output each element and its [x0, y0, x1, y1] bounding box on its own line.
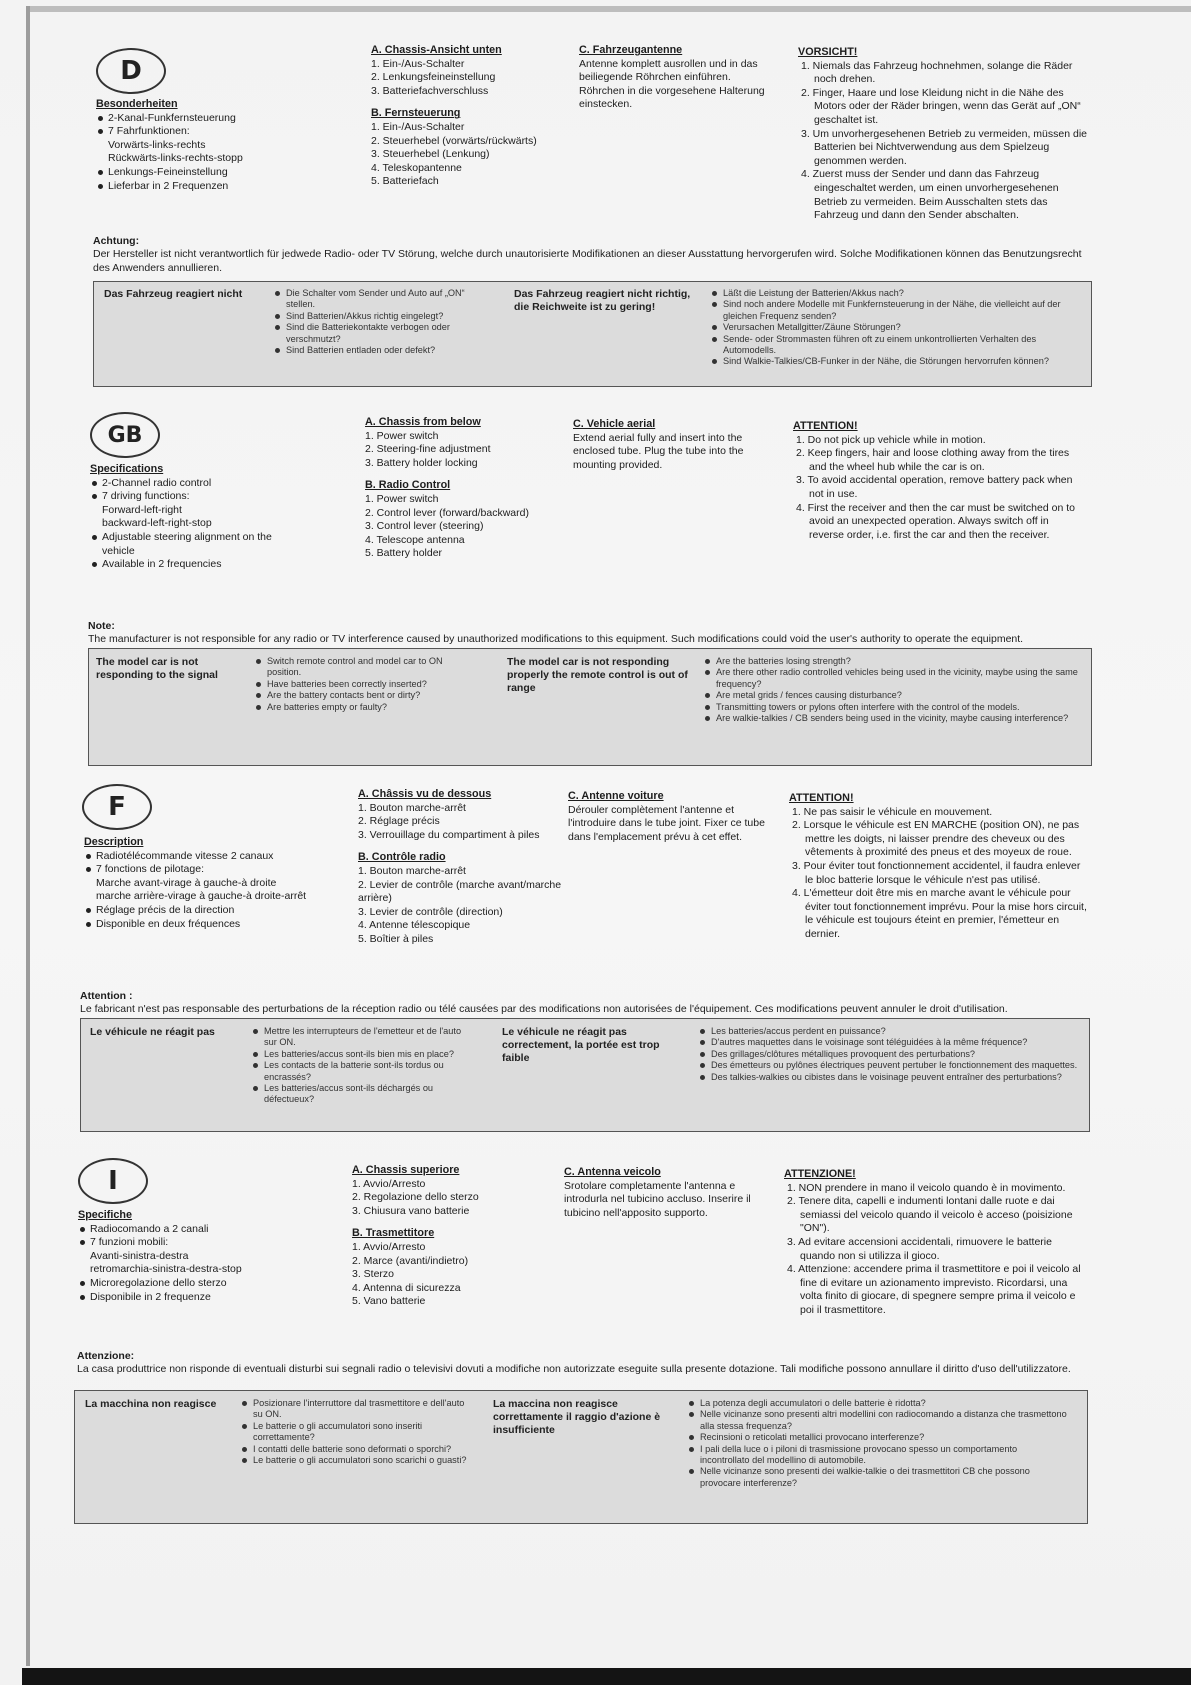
checks1-item: Les batteries/accus sont-ils bien mis en place? — [252, 1049, 467, 1060]
problem-no-response: La macchina non reagisce — [85, 1398, 217, 1410]
note-title: Attention : — [80, 990, 133, 1002]
chassis-title: A. Châssis vu de dessous — [358, 788, 492, 800]
remote-title: B. Trasmettitore — [352, 1227, 435, 1240]
spec-item: backward-left-right-stop — [102, 517, 212, 530]
scan-edge-left — [26, 6, 30, 1666]
checks2-item: Sende- oder Strommasten führen oft zu einem unkontrollierten Verhalten des Automodells. — [711, 334, 1081, 357]
spec-item: 7 driving functions: — [90, 490, 275, 504]
warning-items-item: 2. Lorsque le véhicule est EN MARCHE (position ON), ne pas mettre les doigts, ni laisser prendre des cheveux ou des vêtements à proximité des pneus et des moyeux de roue. — [792, 819, 1080, 859]
remote-items-item: 5. Battery holder — [365, 547, 443, 560]
language-badge: I — [78, 1158, 148, 1204]
parts-column — [365, 416, 565, 561]
warning-list — [789, 806, 1089, 942]
specifications-list — [84, 850, 334, 932]
remote-items-item: 4. Teleskopantenne — [371, 161, 462, 174]
troubleshooting-box — [74, 1390, 1088, 1524]
checks-no-response — [274, 288, 474, 356]
checks2-item: Läßt die Leistung der Batterien/Akkus nach? — [711, 288, 1081, 299]
specifications-title: Description — [84, 836, 144, 848]
warning-title: ATTENTION! — [793, 420, 858, 432]
note-title: Achtung: — [93, 235, 140, 247]
aerial-title: C. Vehicle aerial — [573, 418, 656, 430]
warning-items-item: 2. Keep fingers, hair and loose clothing away from the tires and the wheel hub while the car is on. — [796, 447, 1070, 473]
aerial-column — [579, 44, 779, 112]
problem-poor-range: The model car is not responding properly the remote control is out of range — [507, 656, 688, 694]
chassis-title: A. Chassis superiore — [352, 1164, 460, 1176]
aerial-column — [564, 1166, 764, 1220]
spec-item: Radiocomando a 2 canali — [78, 1223, 273, 1237]
troubleshooting-box — [93, 281, 1092, 387]
note-text: The manufacturer is not responsible for any radio or TV interference caused by unauthorized modifications to this equipment. Such modifications could void the user's authority to operate the equipment. — [88, 633, 1024, 646]
remote-items-item: 1. Power switch — [365, 492, 439, 505]
disclaimer-note — [77, 1350, 1087, 1377]
warning-items-item: 1. NON prendere in mano il veicolo quando è in movimento. — [787, 1181, 1066, 1194]
warning-items-item: 4. Zuerst muss der Sender und dann das Fahrzeug eingeschaltet werden, um einen unvorhergesehenen Betrieb zu vermeiden. Beim Ausschalten stets das Fahrzeug und dann den Sender abschalten. — [801, 168, 1059, 222]
warning-items-item: 1. Ne pas saisir le véhicule en mouvement. — [792, 805, 993, 818]
chassis-items-item: 1. Ein-/Aus-Schalter — [371, 57, 465, 70]
specifications-column — [90, 463, 275, 572]
problem-no-response: Le véhicule ne réagit pas — [90, 1026, 215, 1038]
chassis-items-item: 1. Power switch — [365, 429, 439, 442]
warning-title: VORSICHT! — [798, 46, 858, 58]
checks-no-response — [241, 1398, 471, 1466]
checks2-item: Les batteries/accus perdent en puissance? — [699, 1026, 1079, 1037]
warning-column — [793, 420, 1083, 542]
chassis-title: A. Chassis-Ansicht unten — [371, 44, 502, 56]
disclaimer-note — [80, 990, 1085, 1017]
checks1-item: I contatti delle batterie sono deformati o sporchi? — [241, 1444, 471, 1455]
checks-poor-range — [711, 288, 1081, 368]
spec-item: Lieferbar in 2 Frequenzen — [96, 180, 281, 194]
spec-item: Rückwärts-links-rechts-stopp — [108, 152, 243, 165]
checks2-item: Nelle vicinanze sono presenti altri modellini con radiocomando a distanza che trasmettono alla stessa frequenza? — [688, 1409, 1068, 1432]
aerial-text: Antenne komplett ausrollen und in das beiliegende Röhrchen einführen. Röhrchen in die vorgesehene Halterung einstecken. — [579, 57, 765, 111]
spec-item: Adjustable steering alignment on the vehicle — [90, 531, 275, 558]
checks2-item: Des émetteurs ou pylônes électriques peuvent pertuber le fonctionnement des maquettes. — [699, 1060, 1079, 1071]
aerial-text: Dérouler complètement l'antenne et l'introduire dans le tube joint. Fixer ce tube dans l'emplacement prévu à cet effet. — [568, 803, 765, 843]
problem-poor-range: Das Fahrzeug reagiert nicht richtig, die Reichweite ist zu gering! — [514, 288, 691, 313]
specifications-title: Specifications — [90, 463, 164, 475]
chassis-items-item: 1. Avvio/Arresto — [352, 1177, 426, 1190]
chassis-items-item: 3. Battery holder locking — [365, 456, 478, 469]
checks2-item: Verursachen Metallgitter/Zäune Störungen? — [711, 322, 1081, 333]
checks1-item: Le batterie o gli accumulatori sono inseriti correttamente? — [241, 1421, 471, 1444]
warning-items-item: 3. To avoid accidental operation, remove battery pack when not in use. — [796, 474, 1073, 500]
warning-items-item: 4. First the receiver and then the car must be switched on to avoid an unexpected operation. Always switch off in reverse order, i.e. first the car and then the receiver. — [796, 501, 1075, 541]
problem-poor-range: La maccina non reagisce correttamente il raggio d'azione è insufficiente — [493, 1398, 661, 1436]
checks2-item: Sind noch andere Modelle mit Funkfernsteuerung in der Nähe, die vielleicht auf der gleichen Frequenz senden? — [711, 299, 1081, 322]
warning-items-item: 2. Tenere dita, capelli e indumenti lontani dalle ruote e dai semiassi del veicolo quando il veicolo è acceso (poisizione "ON"). — [787, 1195, 1073, 1235]
remote-items-item: 4. Antenna di sicurezza — [352, 1281, 461, 1294]
aerial-column — [573, 418, 773, 472]
scan-edge-top — [30, 6, 1191, 12]
remote-items-item: 1. Ein-/Aus-Schalter — [371, 120, 465, 133]
warning-items-item: 3. Pour éviter tout fonctionnement accidentel, il faudra enlever le bloc batterie lorsque le véhicule n'est pas utilisé. — [792, 859, 1081, 886]
checks2-item: Are the batteries losing strength? — [704, 656, 1079, 667]
remote-items-item: 2. Marce (avanti/indietro) — [352, 1254, 469, 1267]
note-text: Der Hersteller ist nicht verantwortlich für jedwede Radio- oder TV Störung, welche durch unautorisierte Modifikationen an dieser Ausstattung hervorgerufen wird. Solche Modifikationen können das Benutzungsrecht des Anwenders annullieren. — [93, 248, 1082, 274]
spec-item: Disponible en deux fréquences — [84, 918, 334, 932]
remote-title: B. Radio Control — [365, 479, 451, 492]
parts-column — [371, 44, 571, 189]
spec-item: Réglage précis de la direction — [84, 904, 334, 918]
chassis-items-item: 2. Regolazione dello sterzo — [352, 1191, 479, 1204]
checks2-item: Recinsioni o reticolati metallici provocano interferenze? — [688, 1432, 1068, 1443]
spec-item: Vorwärts-links-rechts — [108, 138, 206, 151]
aerial-text: Extend aerial fully and insert into the enclosed tube. Plug the tube into the mounting provided. — [573, 431, 744, 471]
spec-item: 7 Fahrfunktionen: — [96, 125, 281, 139]
remote-list — [352, 1241, 552, 1309]
aerial-column — [568, 790, 768, 844]
chassis-items-item: 1. Bouton marche-arrêt — [358, 801, 466, 814]
parts-column — [358, 788, 563, 947]
note-text: La casa produttrice non risponde di eventuali disturbi sui segnali radio o televisivi dovuti a modifiche non autorizzate eseguite sulla presente dotazione. Tali modifiche possono annullare il diritto d'uso dell'utilizzatore. — [77, 1363, 1071, 1376]
specifications-list — [96, 112, 281, 194]
specifications-column — [84, 836, 334, 931]
remote-title: B. Fernsteuerung — [371, 107, 461, 120]
spec-item: Disponibile in 2 frequenze — [78, 1291, 273, 1305]
checks1-item: Mettre les interrupteurs de l'emetteur et de l'auto sur ON. — [252, 1026, 467, 1049]
checks2-item: Des grillages/clôtures métalliques provoquent des perturbations? — [699, 1049, 1079, 1060]
problem-no-response: The model car is not responding to the signal — [96, 656, 218, 681]
remote-items-item: 4. Telescope antenna — [365, 533, 465, 546]
remote-list — [365, 493, 565, 561]
problem-poor-range: Le véhicule ne réagit pas correctement, la portée est trop faible — [502, 1026, 660, 1064]
warning-column — [798, 46, 1088, 223]
spec-item: Microregolazione dello sterzo — [78, 1277, 273, 1291]
spec-item: Available in 2 frequencies — [90, 558, 275, 572]
warning-title: ATTENTION! — [789, 792, 854, 804]
remote-items-item: 3. Control lever (steering) — [365, 520, 484, 533]
remote-title: B. Contrôle radio — [358, 851, 446, 864]
troubleshooting-box — [88, 648, 1092, 766]
remote-items-item: 2. Control lever (forward/backward) — [365, 506, 529, 519]
troubleshooting-box — [80, 1018, 1090, 1132]
remote-items-item: 5. Batteriefach — [371, 175, 439, 188]
checks2-item: I pali della luce o i piloni di trasmissione provocano spesso un comportamento incontrollato del modellino di automobile. — [688, 1444, 1068, 1467]
warning-items-item: 3. Ad evitare accensioni accidentali, rimuovere le batterie quando non si utilizza il gioco. — [787, 1235, 1052, 1262]
spec-item: 7 funzioni mobili: — [78, 1236, 273, 1250]
warning-column — [784, 1168, 1084, 1318]
problem-no-response: Das Fahrzeug reagiert nicht — [104, 288, 243, 300]
checks-no-response — [255, 656, 465, 713]
specifications-column — [96, 98, 281, 193]
specifications-list — [90, 477, 275, 572]
warning-column — [789, 792, 1089, 942]
checks1-item: Posizionare l'interruttore dal trasmettitore e dell'auto su ON. — [241, 1398, 471, 1421]
warning-items-item: 4. L'émetteur doit être mis en marche avant le véhicule pour éviter tout fonctionnement imprévu. Pour la mise hors circuit, le véhicule est toujours éteint en premier, l'émetteur en dernier. — [792, 887, 1087, 940]
remote-items-item: 4. Antenne télescopique — [358, 919, 471, 932]
warning-title: ATTENZIONE! — [784, 1168, 856, 1180]
checks2-item: Des talkies-walkies ou cibistes dans le voisinage peuvent entraîner des perturbations? — [699, 1072, 1079, 1083]
checks2-item: Are metal grids / fences causing disturbance? — [704, 690, 1079, 701]
checks2-item: Are walkie-talkies / CB senders being used in the vicinity, maybe causing interference? — [704, 713, 1079, 724]
remote-items-item: 3. Levier de contrôle (direction) — [358, 905, 503, 918]
aerial-title: C. Antenne voiture — [568, 790, 664, 802]
checks1-item: Les contacts de la batterie sont-ils tordus ou encrassés? — [252, 1060, 467, 1083]
spec-item: Forward-left-right — [102, 503, 182, 516]
warning-list — [793, 434, 1083, 543]
warning-items-item: 1. Do not pick up vehicle while in motion. — [796, 433, 986, 446]
spec-item: Lenkungs-Feineinstellung — [96, 166, 281, 180]
chassis-list — [365, 430, 565, 471]
language-badge: GB — [90, 412, 160, 458]
checks-poor-range — [699, 1026, 1079, 1083]
checks2-item: Nelle vicinanze sono presenti dei walkie-talkie o dei trasmettitori CB che possono provocare interferenze? — [688, 1466, 1068, 1489]
aerial-title: C. Fahrzeugantenne — [579, 44, 683, 56]
scan-edge-bottom — [22, 1668, 1191, 1685]
specifications-column — [78, 1209, 273, 1304]
checks1-item: Switch remote control and model car to ON position. — [255, 656, 465, 679]
warning-list — [798, 60, 1088, 223]
checks1-item: Have batteries been correctly inserted? — [255, 679, 465, 690]
remote-list — [358, 865, 563, 947]
checks1-item: Are batteries empty or faulty? — [255, 702, 465, 713]
spec-item: Marche avant-virage à gauche-à droite — [96, 876, 277, 889]
checks1-item: Le batterie o gli accumulatori sono scarichi o guasti? — [241, 1455, 471, 1466]
disclaimer-note — [93, 235, 1083, 275]
specifications-title: Besonderheiten — [96, 98, 178, 110]
checks1-item: Sind Batterien/Akkus richtig eingelegt? — [274, 311, 474, 322]
spec-item: 2-Channel radio control — [90, 477, 275, 491]
remote-items-item: 5. Boîtier à piles — [358, 932, 434, 945]
chassis-items-item: 3. Chiusura vano batterie — [352, 1204, 470, 1217]
spec-item: Radiotélécommande vitesse 2 canaux — [84, 850, 334, 864]
parts-column — [352, 1164, 552, 1309]
checks2-item: La potenza degli accumulatori o delle batterie è ridotta? — [688, 1398, 1068, 1409]
specifications-title: Specifiche — [78, 1209, 133, 1221]
remote-items-item: 1. Avvio/Arresto — [352, 1240, 426, 1253]
spec-item: Avanti-sinistra-destra — [90, 1249, 189, 1262]
checks1-item: Les batteries/accus sont-ils déchargés ou défectueux? — [252, 1083, 467, 1106]
disclaimer-note — [88, 620, 1088, 647]
warning-items-item: 3. Um unvorhergesehenen Betrieb zu vermeiden, müssen die Batterien bei Nichtverwendung aus dem Spielzeug genommen werden. — [801, 127, 1087, 167]
note-title: Attenzione: — [77, 1350, 135, 1362]
chassis-title: A. Chassis from below — [365, 416, 481, 428]
note-text: Le fabricant n'est pas responsable des perturbations de la réception radio ou télé causées par des modifications non autorisées de l'équipement. Ces modifications peuvent annuler le droit d'utilisation. — [80, 1003, 1008, 1016]
remote-items-item: 3. Steuerhebel (Lenkung) — [371, 148, 490, 161]
checks1-item: Die Schalter vom Sender und Auto auf „ON“ stellen. — [274, 288, 474, 311]
chassis-list — [352, 1178, 552, 1219]
chassis-items-item: 2. Réglage précis — [358, 815, 440, 828]
note-title: Note: — [88, 620, 115, 632]
remote-items-item: 2. Levier de contrôle (marche avant/marche arrière) — [358, 878, 562, 905]
checks1-item: Sind Batterien entladen oder defekt? — [274, 345, 474, 356]
aerial-text: Srotolare completamente l'antenna e introdurla nel tubicino accluso. Inserire il tubicino nell'apposito supporto. — [564, 1179, 751, 1219]
remote-items-item: 5. Vano batterie — [352, 1295, 426, 1308]
chassis-list — [358, 802, 563, 843]
checks-no-response — [252, 1026, 467, 1106]
chassis-items-item: 2. Lenkungsfeineinstellung — [371, 71, 496, 84]
remote-items-item: 2. Steuerhebel (vorwärts/rückwärts) — [371, 134, 537, 147]
remote-items-item: 3. Sterzo — [352, 1268, 395, 1281]
chassis-items-item: 3. Batteriefachverschluss — [371, 84, 489, 97]
spec-item: retromarchia-sinistra-destra-stop — [90, 1263, 242, 1276]
checks-poor-range — [688, 1398, 1068, 1489]
specifications-list — [78, 1223, 273, 1305]
warning-items-item: 4. Attenzione: accendere prima il trasmettitore e poi il veicolo al fine di evitare un azionamento imprevisto. Ricordarsi, una volta finito di giocare, di spegnere sempre prima il veicolo e poi il trasmettitore. — [787, 1263, 1081, 1316]
remote-list — [371, 121, 571, 189]
checks2-item: D'autres maquettes dans le voisinage sont téléguidées à la même fréquence? — [699, 1037, 1079, 1048]
warning-items-item: 1. Niemals das Fahrzeug hochnehmen, solange die Räder noch drehen. — [801, 59, 1073, 86]
spec-item: marche arrière-virage à gauche-à droite-arrêt — [96, 890, 307, 903]
language-badge: D — [96, 48, 166, 94]
remote-items-item: 1. Bouton marche-arrêt — [358, 864, 466, 877]
warning-items-item: 2. Finger, Haare und lose Kleidung nicht in die Nähe des Motors oder der Räder bringen, wenn das Gerät auf „ON“ geschaltet ist. — [801, 86, 1081, 126]
checks2-item: Transmitting towers or pylons often interfere with the control of the models. — [704, 702, 1079, 713]
spec-item: 7 fonctions de pilotage: — [84, 863, 334, 877]
language-badge: F — [82, 784, 152, 830]
checks-poor-range — [704, 656, 1079, 724]
checks1-item: Sind die Batteriekontakte verbogen oder verschmutzt? — [274, 322, 474, 345]
checks2-item: Are there other radio controlled vehicles being used in the vicinity, maybe using the same frequency? — [704, 667, 1079, 690]
chassis-items-item: 2. Steering-fine adjustment — [365, 443, 491, 456]
warning-list — [784, 1182, 1084, 1318]
aerial-title: C. Antenna veicolo — [564, 1166, 661, 1178]
chassis-list — [371, 58, 571, 99]
spec-item: 2-Kanal-Funkfernsteuerung — [96, 112, 281, 126]
chassis-items-item: 3. Verrouillage du compartiment à piles — [358, 828, 540, 841]
checks1-item: Are the battery contacts bent or dirty? — [255, 690, 465, 701]
checks2-item: Sind Walkie-Talkies/CB-Funker in der Nähe, die Störungen hervorrufen können? — [711, 356, 1081, 367]
